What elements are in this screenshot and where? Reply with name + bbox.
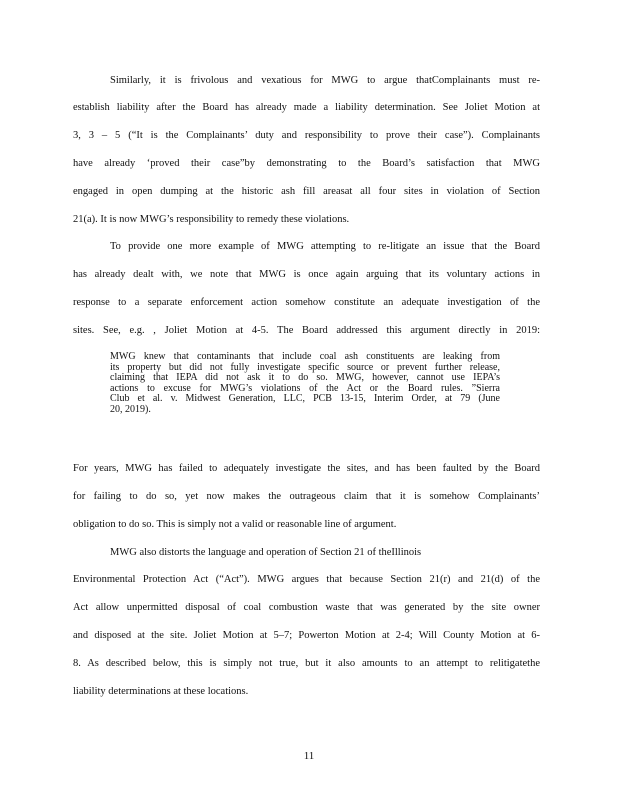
quote-line: claiming that IEPA did not ask it to do so. MWG, however, cannot use IEPA’s [110,372,500,383]
quote-line: actions to excuse for MWG’s violations of the Act or the Board rules. ”Sierra [110,382,500,394]
paragraph-1-line-1: Similarly, it is frivolous and vexatious for MWG to argue thatComplainants must re- [110,75,540,86]
paragraph-2-line-1: To provide one more example of MWG attempting to re-litigate an issue that the Board [110,241,540,252]
paragraph-1-line-6: 21(a). It is now MWG’s responsibility to remedy these violations. [73,214,350,225]
paragraph-1-line-4: have already ‘proved their case”by demonstrating to the Board’s satisfaction that MWG [73,158,540,169]
quote-line: Club et al. v. Midwest Generation, LLC, PCB 13-15, Interim Order, at 79 (June [110,393,500,404]
quote-line: 20, 2019). [110,403,151,415]
paragraph-4-line-6: liability determinations at these locations. [73,686,249,697]
paragraph-4-line-2: Environmental Protection Act (“Act”). MWG argues that because Section 21(r) and 21(d) of the [73,574,540,585]
quote-line: MWG knew that contaminants that include coal ash constituents are leaking from [110,351,500,362]
paragraph-2-line-2: has already dealt with, we note that MWG is once again arguing that its voluntary actions in [73,269,540,280]
paragraph-3-line-1: For years, MWG has failed to adequately investigate the sites, and has been faulted by the Board [73,463,540,474]
block-quote [110,352,500,415]
paragraph-1-line-5: engaged in open dumping at the historic ash fill areasat all four sites in violation of Section [73,186,540,197]
paragraph-2-line-4: sites. See, e.g. , Joliet Motion at 4-5. The Board addressed this argument directly in 2019: [73,325,540,336]
paragraph-2-line-3: response to a separate enforcement action somehow constitute an adequate investigation of the [73,297,540,308]
paragraph-3-line-2: for failing to do so, yet now makes the outrageous claim that it is somehow Complainants’ [73,491,540,502]
paragraph-4-line-1: MWG also distorts the language and operation of Section 21 of theIllinois [110,547,422,558]
page-number: 11 [303,750,315,762]
paragraph-4-line-3: Act allow unpermitted disposal of coal combustion waste that was generated by the site owner [73,602,540,613]
paragraph-4-line-5: 8. As described below, this is simply not true, but it also amounts to an attempt to relitigatethe [73,658,540,669]
paragraph-1-line-2: establish liability after the Board has already made a liability determination. See Joliet Motion at [73,102,540,113]
paragraph-1-line-3: 3, 3 – 5 (“It is the Complainants’ duty and responsibility to prove their case”). Complainants [73,130,540,141]
quote-line: its property but did not fully investigate specific source or prevent further release, [110,361,500,373]
paragraph-3-line-3: obligation to do so. This is simply not a valid or reasonable line of argument. [73,519,397,530]
paragraph-4-line-4: and disposed at the site. Joliet Motion at 5–7; Powerton Motion at 2-4; Will County Motion at 6- [73,630,540,641]
